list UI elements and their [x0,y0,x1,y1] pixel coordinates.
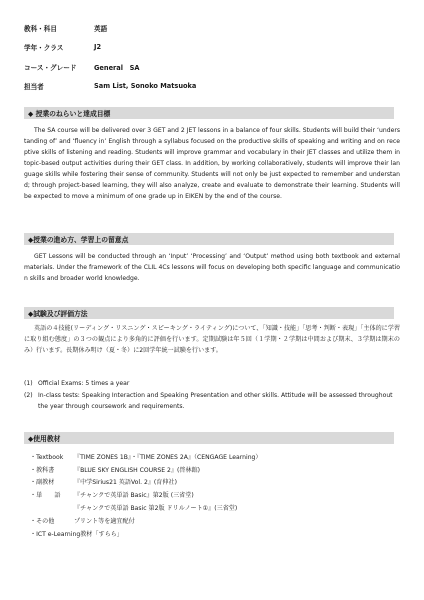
info-label: 担当者 [24,83,44,92]
section-header-method: ◆授業の進め方、学習上の留意点 [24,233,394,245]
material-value: 『チャンクで英単語 Basic』第2版 (三省堂) [74,492,194,500]
section-header-aims: ◆ 授業のねらいと達成目標 [24,107,394,119]
material-row [30,501,262,514]
info-value: J2 [94,43,102,52]
material-value: 『チャンクで英単語 Basic 第2版 ドリルノート①』(三省堂) [74,505,238,513]
evaluation-item [24,390,400,412]
material-label: ・副教材 [30,479,55,487]
material-row [30,463,262,476]
info-label: 学年・クラス [24,44,64,53]
info-label: コース・グレード [24,63,77,72]
material-label: ・Textbook [30,453,64,461]
material-value: 『BLUE SKY ENGLISH COURSE 2』(啓林館) [74,466,201,474]
info-value: General SA [94,63,140,72]
material-value: 『中学Sirius21 英語Vol. 2』(育伸社) [74,479,177,487]
material-row [30,450,262,463]
section-header-evaluation: ◆試験及び評価方法 [24,307,394,319]
info-value: 英語 [94,24,108,33]
evaluation-item-text: In-class tests: Speaking Interaction and Speaking Presentation and other skills. Attitude will be assessed throughout the year through coursework and requirements. [38,392,393,410]
material-value: 『TIME ZONES 1B』・『TIME ZONES 2A』（CENGAGE Learning） [74,453,262,461]
evaluation-item [24,378,400,389]
info-row-teachers [24,77,196,97]
course-info [24,18,196,96]
material-label: ・単 語 [30,492,61,500]
section-header-materials: ◆使用教材 [24,432,394,444]
material-value: プリント等を適宜配付 [74,517,135,525]
materials-list [30,450,262,540]
aims-paragraph: The SA course will be delivered over 3 GET and 2 JET lessons in a balance of four skills. Students will build their ‘understanding of’ and ‘fluency in’ English through a syllabus focused on the productive skills of speaking and writing and on receptive skills of listening and reading. Students will improve grammar and vocabulary in their JET classes and utilize them in topic-based output activities during their GET class. In addition, by working collaboratively, students will improve their language skills while fostering their sense of community. Students will not only be just expected to remember and understand; through project-based learning, they will also analyze, create and evaluate to demonstrate their learning. Students will be expected to move a minimum of one grade up in EIKEN by the end of the course. [24,127,400,200]
material-label: ・教科書 [30,466,55,474]
info-label: 教科・科目 [24,24,57,33]
material-row [30,476,262,489]
evaluation-paragraph: 英語の４技能(リーディング・リスニング・スピーキング・ライティング)について、「知識・技能」「思考・判断・表現」「主体的に学習に取り組む態度」の３つの観点により多角的に評価を行います。定期試験は年５回（１学期・２学期は中間および期末、３学期は期末のみ）行います。長期休み明け（夏・冬）に2回学年統一試験を行います。 [24,325,400,354]
material-label: ・ICT e-Learning教材「すらら」 [30,530,123,538]
info-value: Sam List, Sonoko Matsuoka [94,82,197,91]
evaluation-item-text: Official Exams: 5 times a year [38,380,130,387]
evaluation-item-number: (1) [24,380,33,387]
material-label: ・その他 [30,517,55,525]
method-paragraph: GET Lessons will be conducted through an ‘Input’ ‘Processing’ and ‘Output’ method using both textbook and external materials. Under the framework of the CLIL 4Cs lessons will focus on developing both specific language and communication skills and broader world knowledge. [24,253,400,282]
evaluation-item-number: (2) [24,392,33,399]
info-row-subject [24,18,196,38]
material-row [30,488,262,501]
info-row-course-grade [24,57,196,77]
material-row [30,527,262,540]
material-row [30,514,262,527]
info-row-grade-class [24,38,196,58]
